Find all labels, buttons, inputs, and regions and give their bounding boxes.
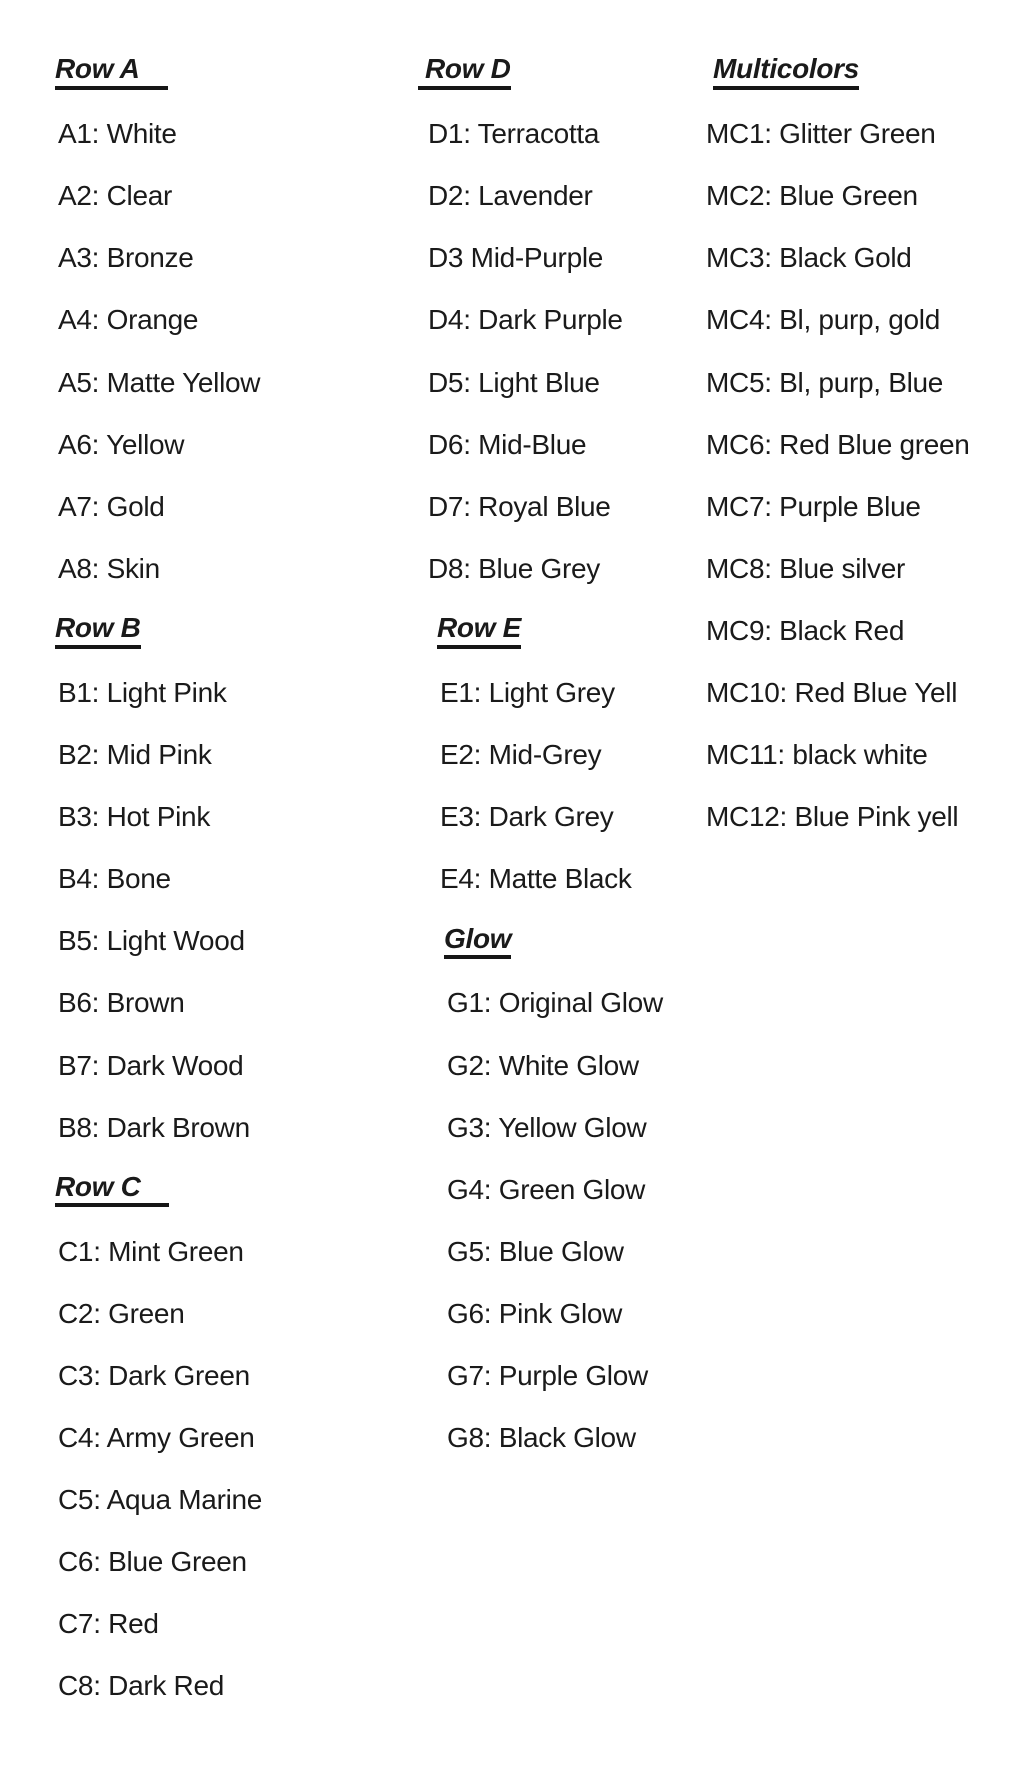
list-item: MC3: Black Gold <box>706 242 912 274</box>
list-item: MC10: Red Blue Yell <box>706 676 958 708</box>
list-item: C8: Dark Red <box>58 1670 225 1702</box>
section-heading-row <box>55 1159 262 1221</box>
list-item: G2: White Glow <box>447 1049 639 1081</box>
section-heading-row <box>55 600 262 662</box>
list-item: G3: Yellow Glow <box>447 1111 647 1143</box>
list-item: B7: Dark Wood <box>58 1049 244 1081</box>
list-item: D6: Mid-Blue <box>428 428 587 460</box>
section-heading: Glow <box>444 924 511 959</box>
section-heading: Row C <box>55 1172 169 1207</box>
section-heading-row <box>425 41 663 103</box>
list-item: A3: Bronze <box>58 242 194 274</box>
list-item: MC2: Blue Green <box>706 180 918 212</box>
list-item: C7: Red <box>58 1608 159 1640</box>
section-heading: Row B <box>55 613 141 648</box>
list-item: MC11: black white <box>706 739 928 771</box>
list-item: MC1: Glitter Green <box>706 118 936 150</box>
list-item: B5: Light Wood <box>58 925 245 957</box>
section-heading-row <box>55 41 262 103</box>
list-item: C3: Dark Green <box>58 1360 250 1392</box>
section-heading: Row E <box>437 613 521 648</box>
section-heading-row <box>703 41 970 103</box>
list-item: E2: Mid-Grey <box>440 739 602 771</box>
list-item: D2: Lavender <box>428 180 593 212</box>
list-item: E3: Dark Grey <box>440 801 614 833</box>
section-heading-row <box>425 910 663 972</box>
list-item: MC9: Black Red <box>706 614 905 646</box>
list-item: D5: Light Blue <box>428 366 600 398</box>
list-item: D4: Dark Purple <box>428 304 623 336</box>
list-item: D3 Mid-Purple <box>428 242 604 274</box>
list-item: C5: Aqua Marine <box>58 1484 263 1516</box>
list-item: B6: Brown <box>58 987 185 1019</box>
list-item: G6: Pink Glow <box>447 1297 623 1329</box>
list-item: B4: Bone <box>58 863 171 895</box>
list-item: G1: Original Glow <box>447 987 663 1019</box>
list-item: D7: Royal Blue <box>428 490 611 522</box>
list-item: MC12: Blue Pink yell <box>706 801 959 833</box>
list-item: C1: Mint Green <box>58 1235 244 1267</box>
list-item: E1: Light Grey <box>440 676 615 708</box>
list-item: A1: White <box>58 118 177 150</box>
list-item: A2: Clear <box>58 180 173 212</box>
list-item: G5: Blue Glow <box>447 1235 624 1267</box>
list-item: B3: Hot Pink <box>58 801 211 833</box>
list-item: G7: Purple Glow <box>447 1360 648 1392</box>
list-item: G4: Green Glow <box>447 1173 646 1205</box>
list-item: A6: Yellow <box>58 428 185 460</box>
list-item: B2: Mid Pink <box>58 739 212 771</box>
list-item: A4: Orange <box>58 304 199 336</box>
column-1 <box>55 41 262 1718</box>
list-item: C2: Green <box>58 1297 185 1329</box>
list-item: B1: Light Pink <box>58 676 227 708</box>
list-item: A7: Gold <box>58 490 165 522</box>
list-item: C4: Army Green <box>58 1422 255 1454</box>
list-item: MC6: Red Blue green <box>706 428 970 460</box>
list-item: MC4: Bl, purp, gold <box>706 304 940 336</box>
section-heading: Multicolors <box>713 54 859 89</box>
list-item: C6: Blue Green <box>58 1546 247 1578</box>
list-item: E4: Matte Black <box>440 863 632 895</box>
column-3 <box>703 41 970 848</box>
list-item: G8: Black Glow <box>447 1422 636 1454</box>
list-item: MC8: Blue silver <box>706 552 906 584</box>
list-item: MC5: Bl, purp, Blue <box>706 366 944 398</box>
list-item: D1: Terracotta <box>428 118 600 150</box>
list-item: MC7: Purple Blue <box>706 490 921 522</box>
list-item: B8: Dark Brown <box>58 1111 250 1143</box>
section-heading: Row A <box>55 54 168 89</box>
section-heading: Row D <box>418 54 511 89</box>
list-item: A8: Skin <box>58 552 160 584</box>
column-2 <box>425 41 663 1469</box>
section-heading-row <box>425 600 663 662</box>
list-item: A5: Matte Yellow <box>58 366 261 398</box>
list-item: D8: Blue Grey <box>428 552 600 584</box>
